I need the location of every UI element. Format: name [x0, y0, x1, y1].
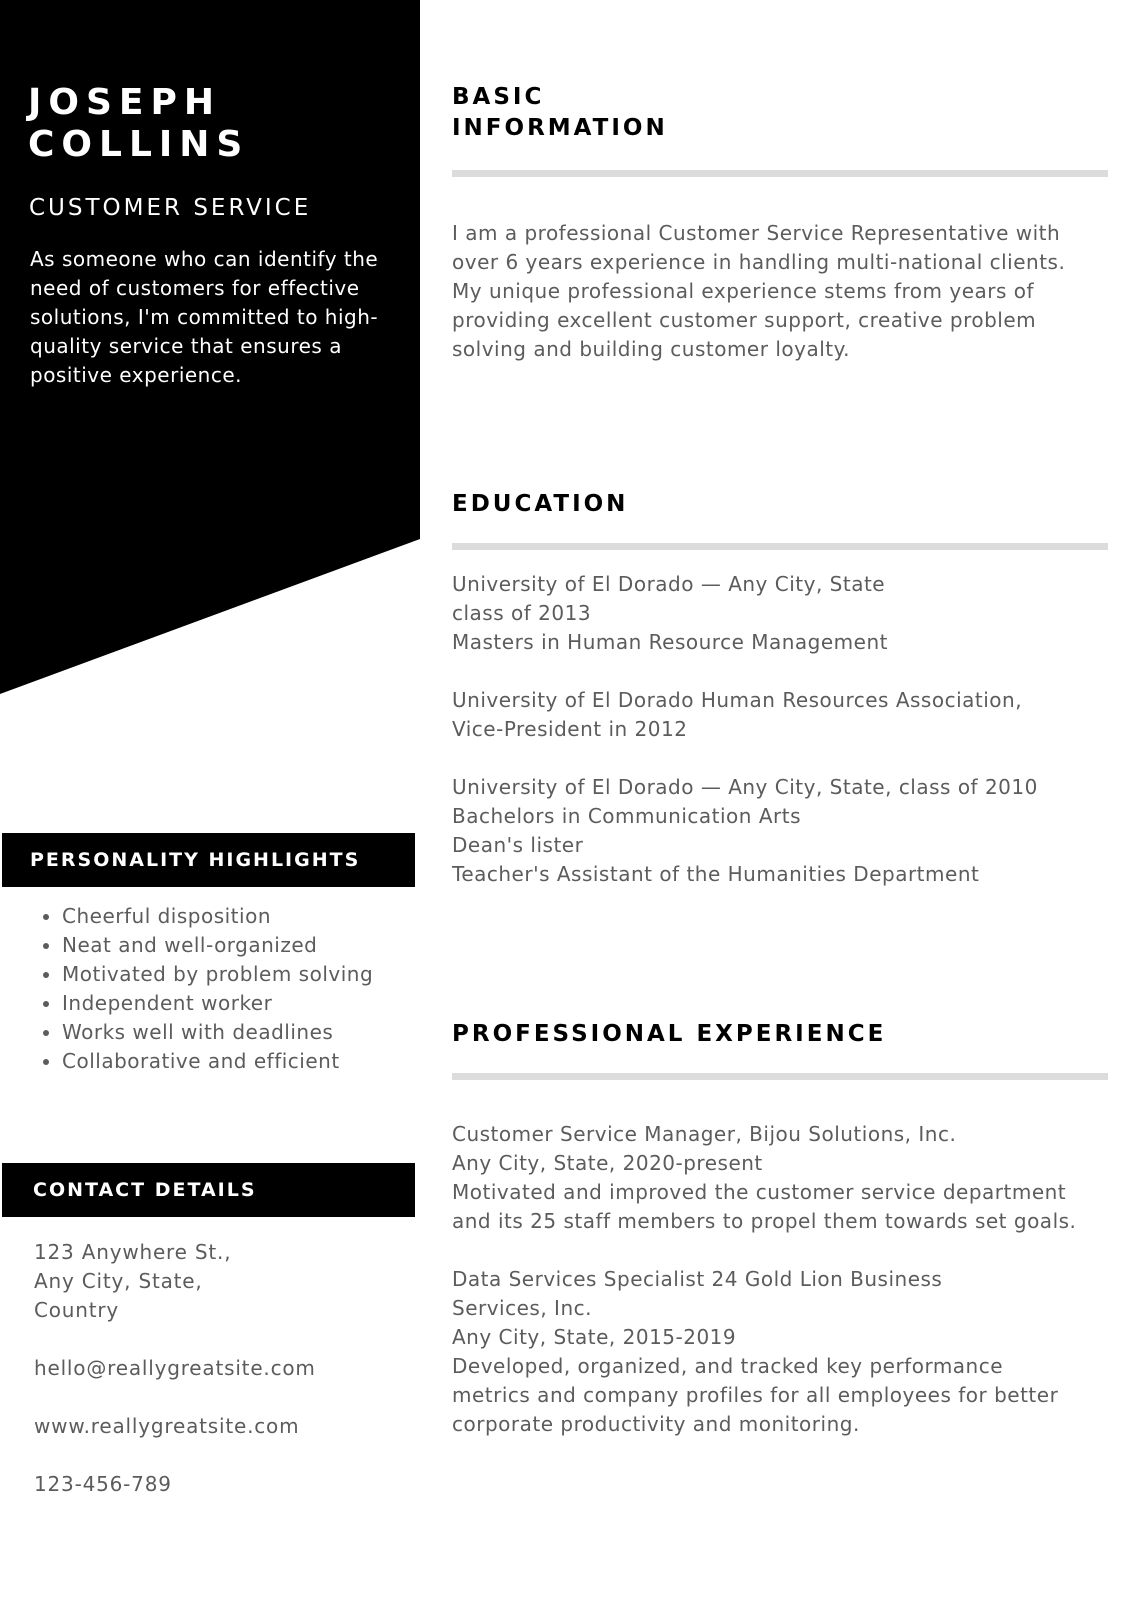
experience-line: Services, Inc.: [452, 1296, 592, 1320]
list-item: • Works well with deadlines: [62, 1018, 422, 1047]
section-divider: [452, 1073, 1108, 1080]
highlights-list: [36, 902, 422, 1076]
phone-number: 123-456-789: [34, 1472, 172, 1496]
education-line: Masters in Human Resource Management: [452, 630, 888, 654]
contact-block: [34, 1238, 316, 1499]
list-item: • Collaborative and efficient: [62, 1047, 422, 1076]
contact-details-heading: CONTACT DETAILS: [2, 1163, 415, 1217]
personality-highlights-heading: PERSONALITY HIGHLIGHTS: [2, 833, 415, 887]
list-item: • Motivated by problem solving: [62, 960, 422, 989]
education-line: Teacher's Assistant of the Humanities Department: [452, 862, 980, 886]
education-title: EDUCATION: [452, 491, 629, 517]
address-line: Any City, State,: [34, 1269, 203, 1293]
experience-line: Any City, State, 2020-present: [452, 1151, 763, 1175]
address-line: Country: [34, 1298, 120, 1322]
education-line: Dean's lister: [452, 833, 584, 857]
experience-line: Any City, State, 2015-2019: [452, 1325, 737, 1349]
website-link[interactable]: www.reallygreatsite.com: [34, 1414, 300, 1438]
professional-experience-title: PROFESSIONAL EXPERIENCE: [452, 1021, 887, 1047]
education-line: class of 2013: [452, 601, 592, 625]
full-name: [28, 82, 249, 166]
name-last: COLLINS: [28, 124, 250, 165]
list-item: • Neat and well-organized: [62, 931, 422, 960]
basic-information-title: [452, 82, 668, 144]
section-divider: [452, 170, 1108, 177]
basic-information-title-line2: INFORMATION: [452, 115, 668, 141]
experience-line: Data Services Specialist 24 Gold Lion Business: [452, 1267, 943, 1291]
section-divider: [452, 543, 1108, 550]
education-line: Vice-President in 2012: [452, 717, 688, 741]
experience-line: metrics and company profiles for all employees for better: [452, 1383, 1059, 1407]
address-line: 123 Anywhere St.,: [34, 1240, 232, 1264]
experience-entries: [452, 1120, 1102, 1439]
basic-information-title-line1: BASIC: [452, 84, 545, 110]
experience-line: Customer Service Manager, Bijou Solutions, Inc.: [452, 1122, 957, 1146]
education-line: University of El Dorado — Any City, State: [452, 572, 886, 596]
list-item: • Cheerful disposition: [62, 902, 422, 931]
education-line: Bachelors in Communication Arts: [452, 804, 801, 828]
education-line: University of El Dorado Human Resources Association,: [452, 688, 1023, 712]
email-address[interactable]: hello@reallygreatsite.com: [34, 1356, 316, 1380]
name-first: JOSEPH: [28, 82, 222, 123]
education-line: University of El Dorado — Any City, State, class of 2010: [452, 775, 1038, 799]
experience-line: Motivated and improved the customer service department: [452, 1180, 1067, 1204]
experience-line: Developed, organized, and tracked key performance: [452, 1354, 1004, 1378]
experience-line: corporate productivity and monitoring.: [452, 1412, 860, 1436]
experience-line: and its 25 staff members to propel them towards set goals.: [452, 1209, 1077, 1233]
job-role: CUSTOMER SERVICE: [29, 195, 312, 221]
list-item: • Independent worker: [62, 989, 422, 1018]
profile-summary: As someone who can identify the need of customers for effective solutions, I'm committed to high-quality service that ensures a positive experience.: [30, 247, 379, 387]
basic-information-text: I am a professional Customer Service Representative with over 6 years experience in handling multi-national clients. My unique professional experience stems from years of providing excellent customer support, creative problem solving and building customer loyalty.: [452, 221, 1066, 361]
education-entries: [452, 570, 1102, 889]
